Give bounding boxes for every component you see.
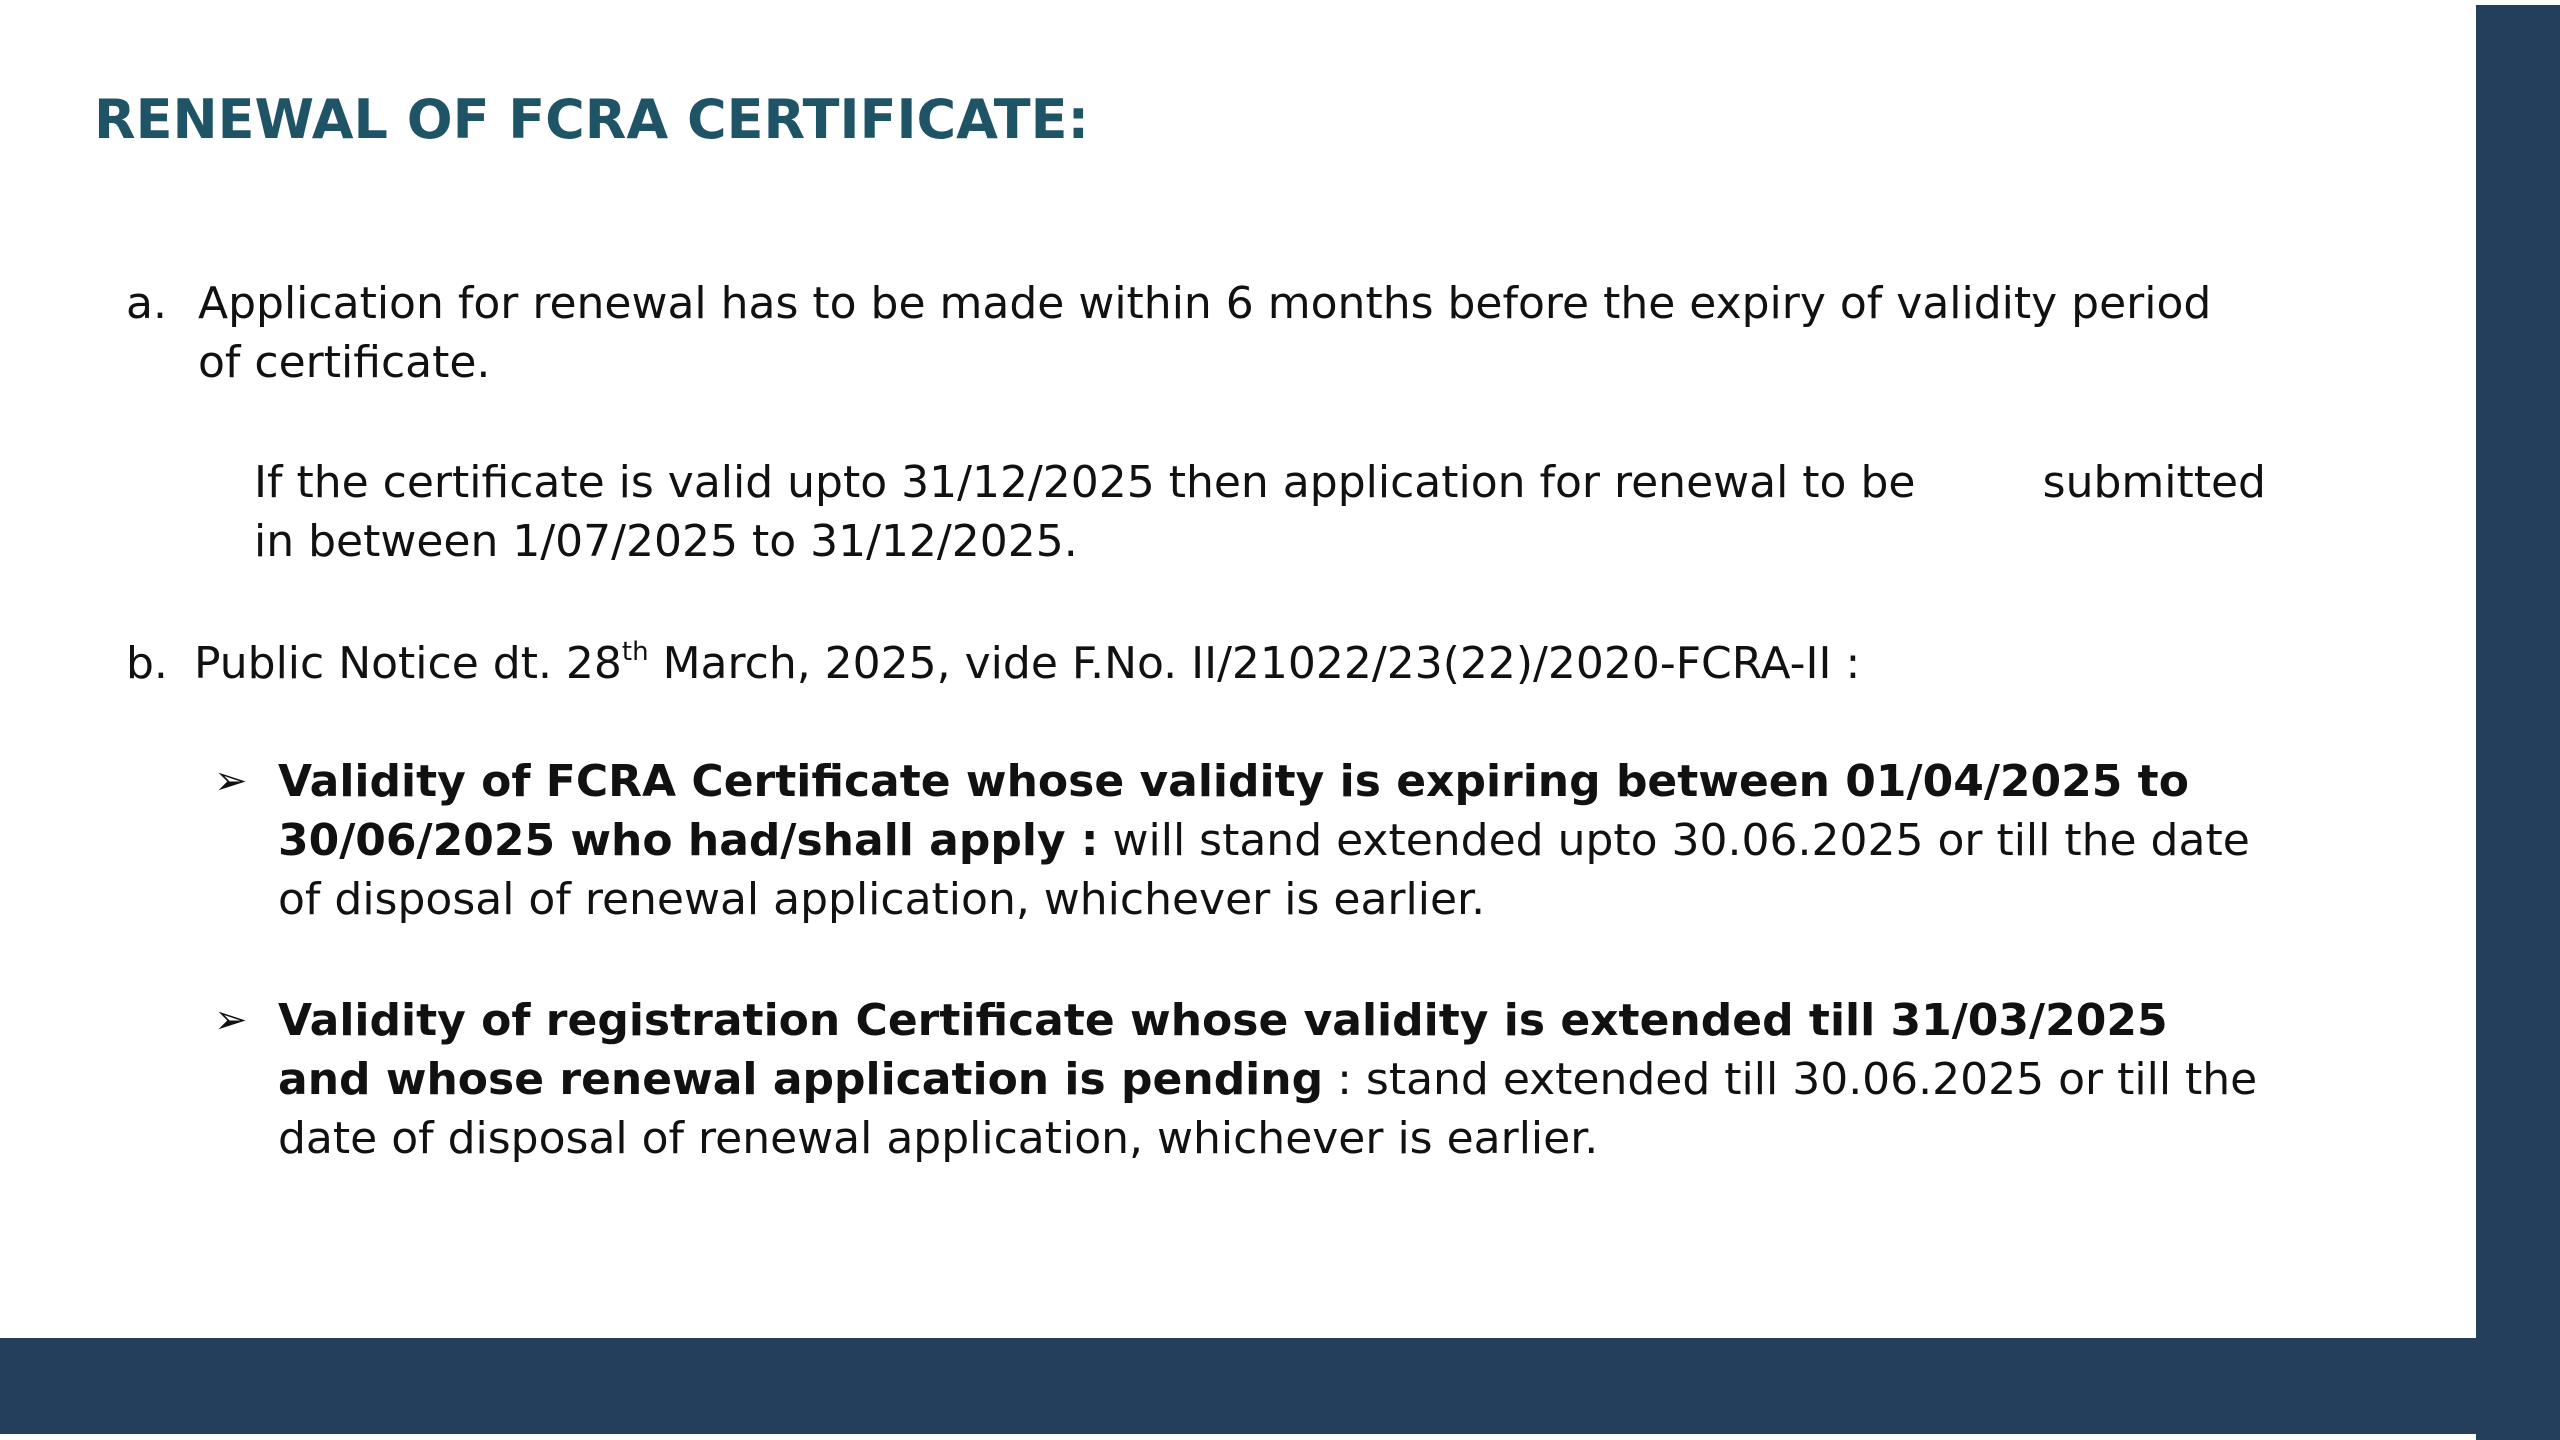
bullet-2-text [278, 991, 2274, 1168]
list-item-a [126, 274, 2266, 392]
list-item-b-text [194, 634, 1860, 693]
arrow-bullet-icon: ➢ [214, 758, 248, 804]
ordinal-suffix: th [621, 637, 649, 667]
bullet-1-text [278, 752, 2274, 929]
public-notice-date: Public Notice dt. 28 [194, 638, 622, 689]
renewal-example-line1-left: If the certificate is valid upto 31/12/2025 then application for renewal to be [254, 457, 1916, 508]
bullet-2-normal: : stand extended till 30.06.2025 or till the date of disposal of renewal application, whichever is earlier. [278, 1054, 2258, 1164]
right-frame-bar [2476, 5, 2560, 1440]
bottom-frame-bar [0, 1338, 2476, 1434]
renewal-example-line1-right: submitted [2042, 457, 2266, 508]
bullet-2-bold: Validity of registration Certificate whose validity is extended till 31/03/2025 and whose renewal application is pending [278, 995, 2168, 1105]
list-item-a-text: Application for renewal has to be made within 6 months before the expiry of validity period of certificate. [198, 278, 2212, 388]
bullet-item-2 [214, 991, 2274, 1168]
list-marker-b: b. [126, 638, 168, 689]
renewal-example [254, 453, 2266, 571]
bullet-item-1 [214, 752, 2274, 929]
slide-title: RENEWAL OF FCRA CERTIFICATE: [94, 88, 1090, 151]
public-notice-reference: March, 2025, vide F.No. II/21022/23(22)/2020-FCRA-II : [648, 638, 1861, 689]
list-marker-a: a. [126, 278, 167, 329]
arrow-bullet-icon: ➢ [214, 997, 248, 1043]
renewal-example-line1 [254, 453, 2266, 512]
renewal-example-line2: in between 1/07/2025 to 31/12/2025. [254, 516, 1078, 567]
list-item-b [126, 634, 1860, 693]
bullet-1-normal: will stand extended upto 30.06.2025 or till the date of disposal of renewal application, whichever is earlier. [278, 815, 2250, 925]
bullet-1-bold: Validity of FCRA Certificate whose validity is expiring between 01/04/2025 to 30/06/2025 who had/shall apply : [278, 756, 2189, 866]
